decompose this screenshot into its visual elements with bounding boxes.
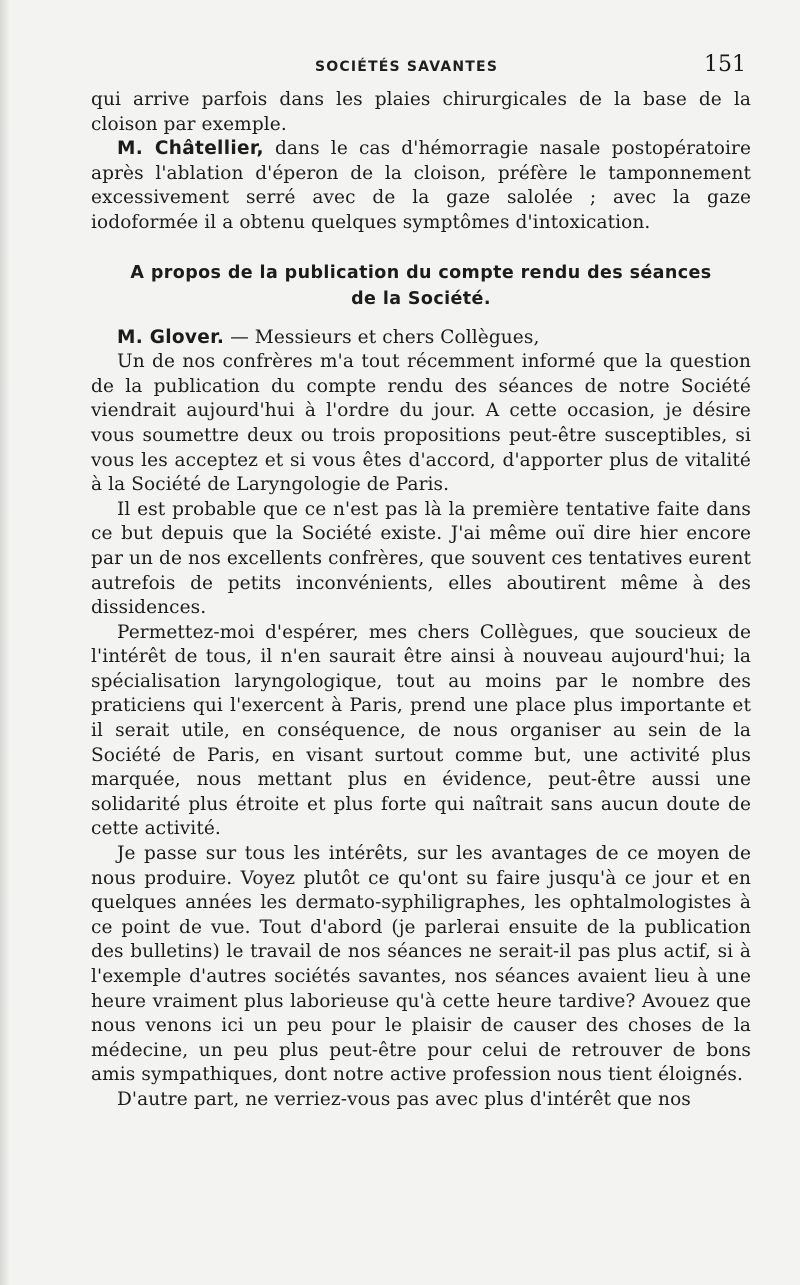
paragraph-continuation (91, 88, 751, 137)
paragraph (91, 498, 751, 621)
text-column (91, 88, 751, 1113)
paragraph (91, 621, 751, 842)
paragraph-text: dans le cas d'hémorragie nasale postopératoire après l'ablation d'éperon de la cloison, préfère le tamponnement excessivement serré avec de la gaze salolée ; avec la gaze iodoformée il a obtenu quelques symptômes d'intoxication. (91, 138, 751, 233)
paragraph-chatellier (91, 137, 751, 235)
paragraph (91, 350, 751, 498)
paragraph (91, 842, 751, 1088)
paragraph-text: qui arrive parfois dans les plaies chirurgicales de la base de la cloison par exemple. (91, 89, 751, 135)
section-heading-line-2: de la Société. (351, 288, 491, 309)
section-heading-line-1: A propos de la publication du compte rendu des séances (130, 262, 712, 283)
paragraph-glover-salutation (91, 326, 751, 351)
paragraph (91, 1088, 751, 1113)
paragraph-text: — Messieurs et chers Collègues, (224, 326, 540, 348)
running-head: SOCIÉTÉS SAVANTES (315, 59, 499, 75)
paragraph-text: D'autre part, ne verriez-vous pas avec plus d'intérêt que nos (117, 1088, 691, 1110)
speaker-name: M. Glover. (117, 326, 225, 348)
paragraph-text: Un de nos confrères m'a tout récemment informé que la question de la publication du compte rendu des séances de notre Société viendrait aujourd'hui à l'ordre du jour. A cette occasion, je désire vous soumettre deux ou trois propositions peut-être susceptibles, si vous les acceptez et si vous êtes d'accord, d'apporter plus de vitalité à la Société de Laryngologie de Paris. (91, 351, 751, 496)
scan-edge-shadow (0, 0, 10, 1285)
page-number: 151 (704, 52, 746, 77)
speaker-name: M. Châtellier, (117, 138, 264, 160)
paragraph-text: Je passe sur tous les intérêts, sur les avantages de ce moyen de nous produire. Voyez plutôt ce qu'ont su faire jusqu'à ce jour et en quelques années les dermato-syphiligraphes, les ophtalmologistes à ce point de vue. Tout d'abord (je parlerai ensuite de la publication des bulletins) le travail de nos séances ne serait-il pas plus actif, si à l'exemple d'autres sociétés savantes, nos séances avaient lieu à une heure vraiment plus laborieuse qu'à cette heure tardive? Avouez que nous venons ici un peu pour le plaisir de causer des choses de la médecine, un peu plus peut-être pour celui de retrouver de bons amis sympathiques, dont notre active profession nous tient éloignés. (91, 843, 751, 1086)
page-header (0, 52, 800, 86)
section-heading (91, 260, 751, 312)
paragraph-text: Il est probable que ce n'est pas là la première tentative faite dans ce but depuis que la Société existe. J'ai même ouï dire hier encore par un de nos excellents confrères, que souvent ces tentatives eurent autrefois de petits inconvénients, elles aboutirent même à des dissidences. (91, 498, 751, 619)
paragraph-text: Permettez-moi d'espérer, mes chers Collègues, que soucieux de l'intérêt de tous, il n'en saurait être ainsi à nouveau aujourd'hui; la spécialisation laryngologique, tout au moins par le nombre des praticiens qui l'exercent à Paris, prend une place plus importante et il serait utile, en conséquence, de nous organiser au sein de la Société de Paris, en visant surtout comme but, une activité plus marquée, nous mettant plus en évidence, peut-être aussi une solidarité plus étroite et plus forte qui naîtrait sans aucun doute de cette activité. (91, 621, 751, 840)
